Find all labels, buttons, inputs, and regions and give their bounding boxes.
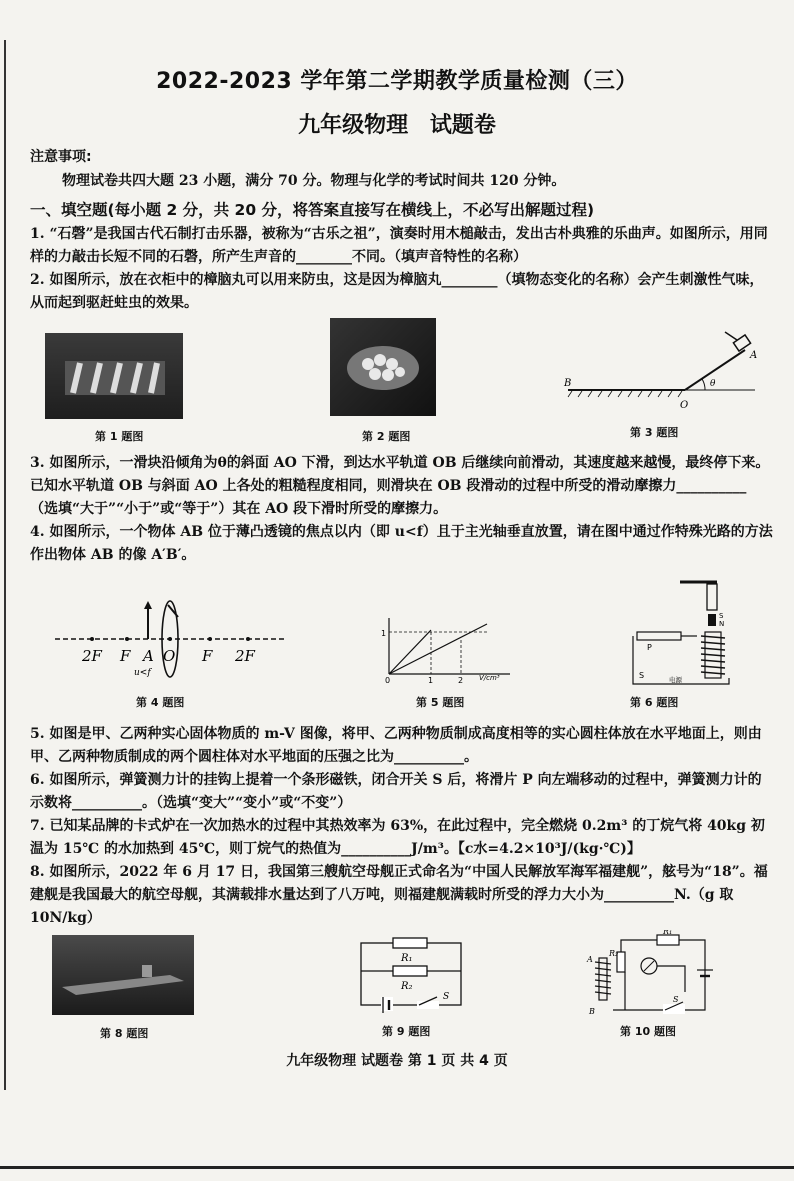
fig6-switch-label: S bbox=[639, 671, 645, 680]
caption-fig9: 第 9 题图 bbox=[382, 1025, 431, 1038]
aircraft-carrier-image bbox=[52, 935, 194, 1015]
question-8: 8. 如图所示，2022 年 6 月 17 日，我国第三艘航空母舰正式命名为“中国人民解放军海军福建舰”，舷号为“18”。福建舰是我国最大的航空母舰，其满载排水量达到了八万吨，则福建舰满载时所受的浮力大小为__________N.（g 取 10N/kg） bbox=[30, 864, 768, 926]
fig6-electromagnet-diagram bbox=[625, 578, 735, 688]
fig4-label-f-left: F bbox=[120, 647, 131, 665]
fig4-label-uf: u<f bbox=[134, 668, 151, 678]
fig6-label-n: N bbox=[719, 620, 725, 628]
fig3-label-b: B bbox=[564, 378, 572, 389]
fig4-label-2f-right: 2F bbox=[235, 647, 255, 665]
question-1: 1. “石磬”是我国古代石制打击乐器，被称为“古乐之祖”，演奏时用木槌敲击，发出古朴典雅的乐曲声。如图所示，用同样的力敲击长短不同的石磬，所产生声音的________不同。（填声音特性的名称） bbox=[30, 226, 768, 265]
fig4-label-f-right: F bbox=[202, 647, 213, 665]
question-3: 3. 如图所示，一滑块沿倾角为θ的斜面 AO 下滑，到达水平轨道 OB 后继续向前滑动，其速度越来越慢，最终停下来。已知水平轨道 OB 与斜面 AO 上各处的粗糙程度相同，则滑块在 OB 段滑动的过程中所受的滑动摩擦力__________（选填“大于”“小于”或“等于”）其在 AO 段下滑时所受的摩擦力。 bbox=[30, 455, 770, 517]
fig1-stone-chime-photo bbox=[45, 333, 183, 419]
left-margin-rule bbox=[4, 40, 6, 1090]
fig10-label-a: A bbox=[587, 955, 593, 964]
fig10-label-b: B bbox=[589, 1007, 595, 1016]
fig9-label-s: S bbox=[443, 992, 450, 1002]
question-5: 5. 如图是甲、乙两种实心固体物质的 m-V 图像，将甲、乙两种物质制成高度相等的实心圆柱体放在水平地面上，则由甲、乙两种物质制成的两个圆柱体对水平地面的压强之比为__________。 bbox=[30, 726, 762, 765]
fig5-mv-graph bbox=[375, 612, 520, 684]
fig9-parallel-resistor-circuit bbox=[355, 935, 470, 1015]
fig3-label-theta: θ bbox=[710, 379, 716, 389]
fig10-label-s: S bbox=[673, 995, 679, 1004]
fig5-x-tick-1: 1 bbox=[428, 676, 434, 684]
fig9-label-r2: R₂ bbox=[401, 981, 413, 992]
notice-text: 物理试卷共四大题 23 小题，满分 70 分。物理与化学的考试时间共 120 分钟。 bbox=[62, 173, 566, 189]
fig5-origin: 0 bbox=[385, 676, 391, 684]
mothball-image bbox=[330, 318, 436, 416]
fig10-label-r2: R₂ bbox=[609, 949, 619, 958]
question-6: 6. 如图所示，弹簧测力计的挂钩上提着一个条形磁铁，闭合开关 S 后，将滑片 P 向左端移动的过程中，弹簧测力计的示数将__________。（选填“变大”“变小”或“不变”） bbox=[30, 772, 762, 811]
stone-chime-image bbox=[45, 333, 183, 419]
caption-fig4: 第 4 题图 bbox=[136, 696, 185, 709]
caption-fig8: 第 8 题图 bbox=[100, 1027, 149, 1040]
caption-fig1: 第 1 题图 bbox=[95, 430, 144, 443]
notice-heading: 注意事项: bbox=[30, 149, 92, 165]
fig3-label-a: A bbox=[750, 350, 758, 361]
fig10-label-r1: R₁ bbox=[663, 930, 673, 936]
question-7: 7. 已知某品牌的卡式炉在一次加热水的过程中其热效率为 63%，在此过程中，完全燃烧 0.2m³ 的丁烷气将 40kg 初温为 15℃ 的水加热到 45℃，则丁烷气的热值为__________J/m³。【c水=4.2×10³J/(kg·℃)】 bbox=[30, 818, 765, 857]
section-1-title: 一、填空题(每小题 2 分，共 20 分，将答案直接写在横线上，不必写出解题过程) bbox=[30, 201, 595, 219]
fig6-label-s: S bbox=[719, 612, 724, 620]
fig5-x-tick-2: 2 bbox=[458, 676, 464, 684]
fig4-label-o: O bbox=[163, 647, 176, 665]
fig6-power-source-label: 电源 bbox=[669, 676, 682, 684]
fig4-lens-diagram bbox=[50, 595, 290, 685]
fig4-label-2f-left: 2F bbox=[82, 647, 102, 665]
question-4: 4. 如图所示，一个物体 AB 位于薄凸透镜的焦点以内（即 u<f）且于主光轴垂直放置，请在图中通过作特殊光路的方法作出物体 AB 的像 A′B′。 bbox=[30, 524, 773, 563]
caption-fig2: 第 2 题图 bbox=[362, 430, 411, 443]
bottom-scan-rule bbox=[0, 1166, 794, 1169]
fig3-incline-diagram bbox=[560, 328, 765, 416]
question-2: 2. 如图所示，放在衣柜中的樟脑丸可以用来防虫，这是因为樟脑丸________（填物态变化的名称）会产生刺激性气味，从而起到驱赶蛀虫的效果。 bbox=[30, 272, 764, 311]
exam-subtitle: 九年级物理 试题卷 bbox=[298, 113, 496, 138]
fig8-aircraft-carrier-photo bbox=[52, 935, 194, 1015]
caption-fig3: 第 3 题图 bbox=[630, 426, 679, 439]
fig2-mothball-photo bbox=[330, 318, 436, 416]
fig3-label-o: O bbox=[680, 400, 689, 411]
fig6-label-p: P bbox=[647, 643, 652, 652]
fig10-electromagnetic-relay-circuit bbox=[585, 930, 715, 1020]
fig5-y-tick-1: 1 bbox=[381, 629, 387, 638]
caption-fig6: 第 6 题图 bbox=[630, 696, 679, 709]
fig9-label-r1: R₁ bbox=[401, 953, 413, 964]
fig4-label-a: A bbox=[143, 647, 154, 665]
caption-fig10: 第 10 题图 bbox=[620, 1025, 676, 1038]
exam-title: 2022-2023 学年第二学期教学质量检测（三） bbox=[156, 69, 638, 94]
page-footer: 九年级物理 试题卷 第 1 页 共 4 页 bbox=[286, 1053, 508, 1069]
caption-fig5: 第 5 题图 bbox=[416, 696, 465, 709]
fig5-x-axis-label: V/cm³ bbox=[479, 674, 500, 682]
